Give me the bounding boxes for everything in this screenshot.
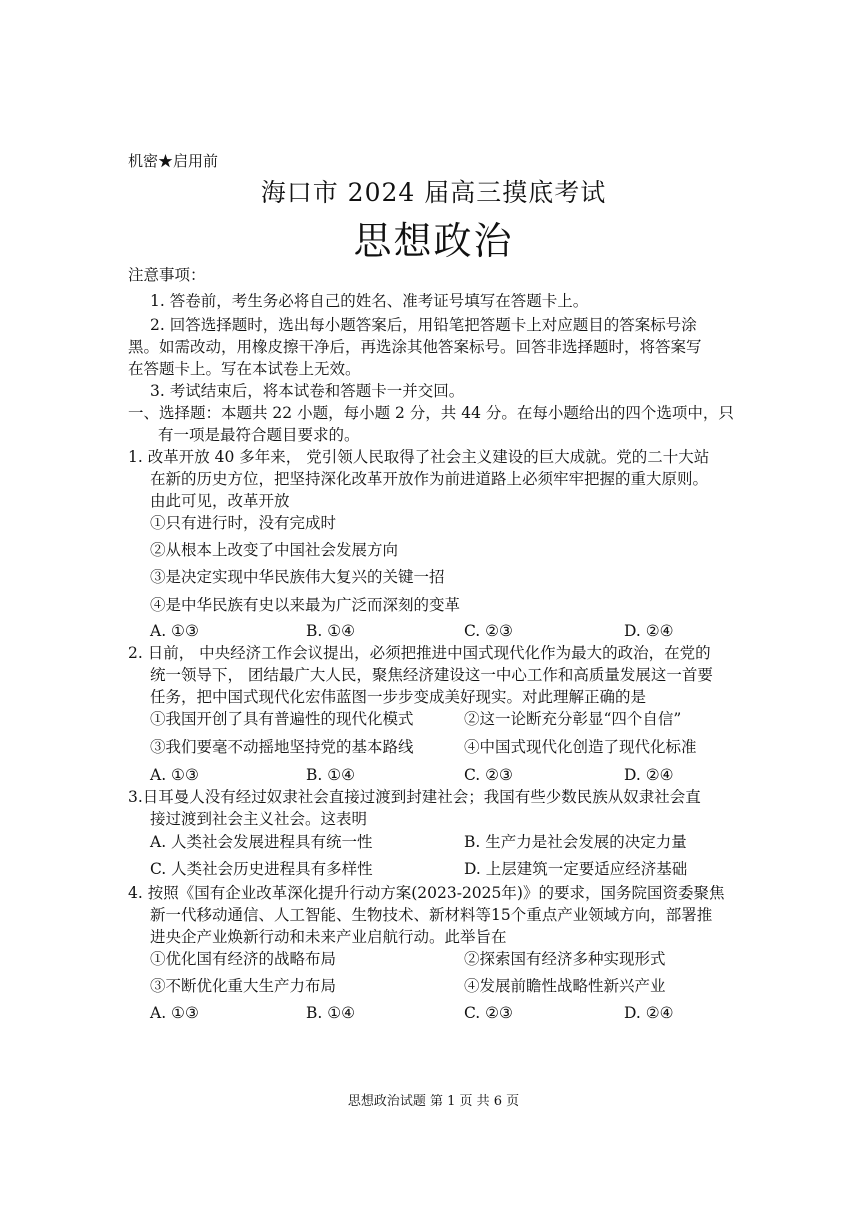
question-2-option-a[interactable]: A. ①③ — [150, 766, 199, 784]
question-1-stem: 在新的历史方位，把坚持深化改革开放作为前进道路上必须牢牢把握的重大原则。 — [150, 470, 709, 488]
question-3-option-c[interactable]: C. 人类社会历史进程具有多样性 — [150, 860, 373, 878]
question-3-option-d[interactable]: D. 上层建筑一定要适应经济基础 — [464, 860, 688, 878]
notice-item: 黑。如需改动，用橡皮擦干净后，再选涂其他答案标号。回答非选择题时，将答案写 — [128, 338, 702, 356]
question-4-stem: 进央企产业焕新行动和未来产业启航行动。此举旨在 — [150, 928, 507, 946]
notice-item: 1. 答卷前，考生务必将自己的姓名、准考证号填写在答题卡上。 — [150, 292, 589, 310]
question-4-option-c[interactable]: C. ②③ — [464, 1004, 513, 1022]
question-3-option-a[interactable]: A. 人类社会发展进程具有统一性 — [150, 833, 373, 851]
question-2-option-b[interactable]: B. ①④ — [306, 766, 356, 784]
question-1-stem: 1. 改革开放 40 多年来， 党引领人民取得了社会主义建设的巨大成就。党的二十大站 — [128, 448, 710, 466]
notice-item: 3. 考试结束后，将本试卷和答题卡一并交回。 — [150, 382, 465, 400]
question-1-option-a[interactable]: A. ①③ — [150, 622, 199, 640]
question-2-statement: ③我们要毫不动摇地坚持党的基本路线 — [150, 738, 414, 756]
question-4-option-b[interactable]: B. ①④ — [306, 1004, 356, 1022]
question-4-statement: ③不断优化重大生产力布局 — [150, 977, 337, 995]
subject-title: 思想政治 — [353, 219, 514, 263]
question-2-option-d[interactable]: D. ②④ — [624, 766, 674, 784]
section-heading-cont: 有一项是最符合题目要求的。 — [158, 426, 360, 444]
question-1-option-b[interactable]: B. ①④ — [306, 622, 356, 640]
question-3-stem: 接过渡到社会主义社会。这表明 — [150, 810, 368, 828]
notice-item: 2. 回答选择题时，选出每小题答案后，用铅笔把答题卡上对应题目的答案标号涂 — [150, 316, 697, 334]
question-1-statement: ④是中华民族有史以来最为广泛而深刻的变革 — [150, 596, 461, 614]
question-1-statement: ②从根本上改变了中国社会发展方向 — [150, 541, 399, 559]
section-heading: 一、选择题：本题共 22 小题，每小题 2 分，共 44 分。在每小题给出的四个选项中，只 — [128, 404, 734, 422]
page-footer: 思想政治试题 第 1 页 共 6 页 — [347, 1094, 520, 1109]
question-4-statement: ②探索国有经济多种实现形式 — [464, 950, 666, 968]
question-2-statement: ④中国式现代化创造了现代化标准 — [464, 738, 697, 756]
question-2-statement: ②这一论断充分彰显“四个自信” — [464, 710, 682, 728]
question-4-stem: 新一代移动通信、人工智能、生物技术、新材料等15个重点产业领域方向，部署推 — [150, 906, 713, 924]
question-1-option-d[interactable]: D. ②④ — [624, 622, 674, 640]
question-1-statement: ①只有进行时，没有完成时 — [150, 514, 337, 532]
question-2-stem: 统一领导下， 团结最广大人民，聚焦经济建设这一中心工作和高质量发展这一首要 — [150, 666, 713, 684]
question-4-option-d[interactable]: D. ②④ — [624, 1004, 674, 1022]
question-4-stem: 4. 按照《国有企业改革深化提升行动方案(2023-2025年)》的要求，国务院国资委聚焦 — [128, 884, 725, 902]
notice-item: 在答题卡上。写在本试卷上无效。 — [128, 360, 361, 378]
question-1-option-c[interactable]: C. ②③ — [464, 622, 513, 640]
question-1-stem: 由此可见，改革开放 — [150, 492, 290, 510]
confidential-label: 机密★启用前 — [128, 152, 219, 170]
question-4-option-a[interactable]: A. ①③ — [150, 1004, 199, 1022]
question-1-statement: ③是决定实现中华民族伟大复兴的关键一招 — [150, 568, 445, 586]
question-4-statement: ④发展前瞻性战略性新兴产业 — [464, 977, 666, 995]
notice-heading: 注意事项： — [128, 266, 206, 284]
question-2-stem: 任务，把中国式现代化宏伟蓝图一步步变成美好现实。对此理解正确的是 — [150, 688, 647, 706]
question-4-statement: ①优化国有经济的战略布局 — [150, 950, 337, 968]
question-3-stem: 3.日耳曼人没有经过奴隶社会直接过渡到封建社会；我国有些少数民族从奴隶社会直 — [128, 788, 701, 806]
question-3-option-b[interactable]: B. 生产力是社会发展的决定力量 — [464, 833, 687, 851]
question-2-stem: 2. 日前， 中央经济工作会议提出，必须把推进中国式现代化作为最大的政治，在党的 — [128, 644, 711, 662]
question-2-option-c[interactable]: C. ②③ — [464, 766, 513, 784]
question-2-statement: ①我国开创了具有普遍性的现代化模式 — [150, 710, 414, 728]
exam-title: 海口市 2024 届高三摸底考试 — [260, 178, 607, 207]
